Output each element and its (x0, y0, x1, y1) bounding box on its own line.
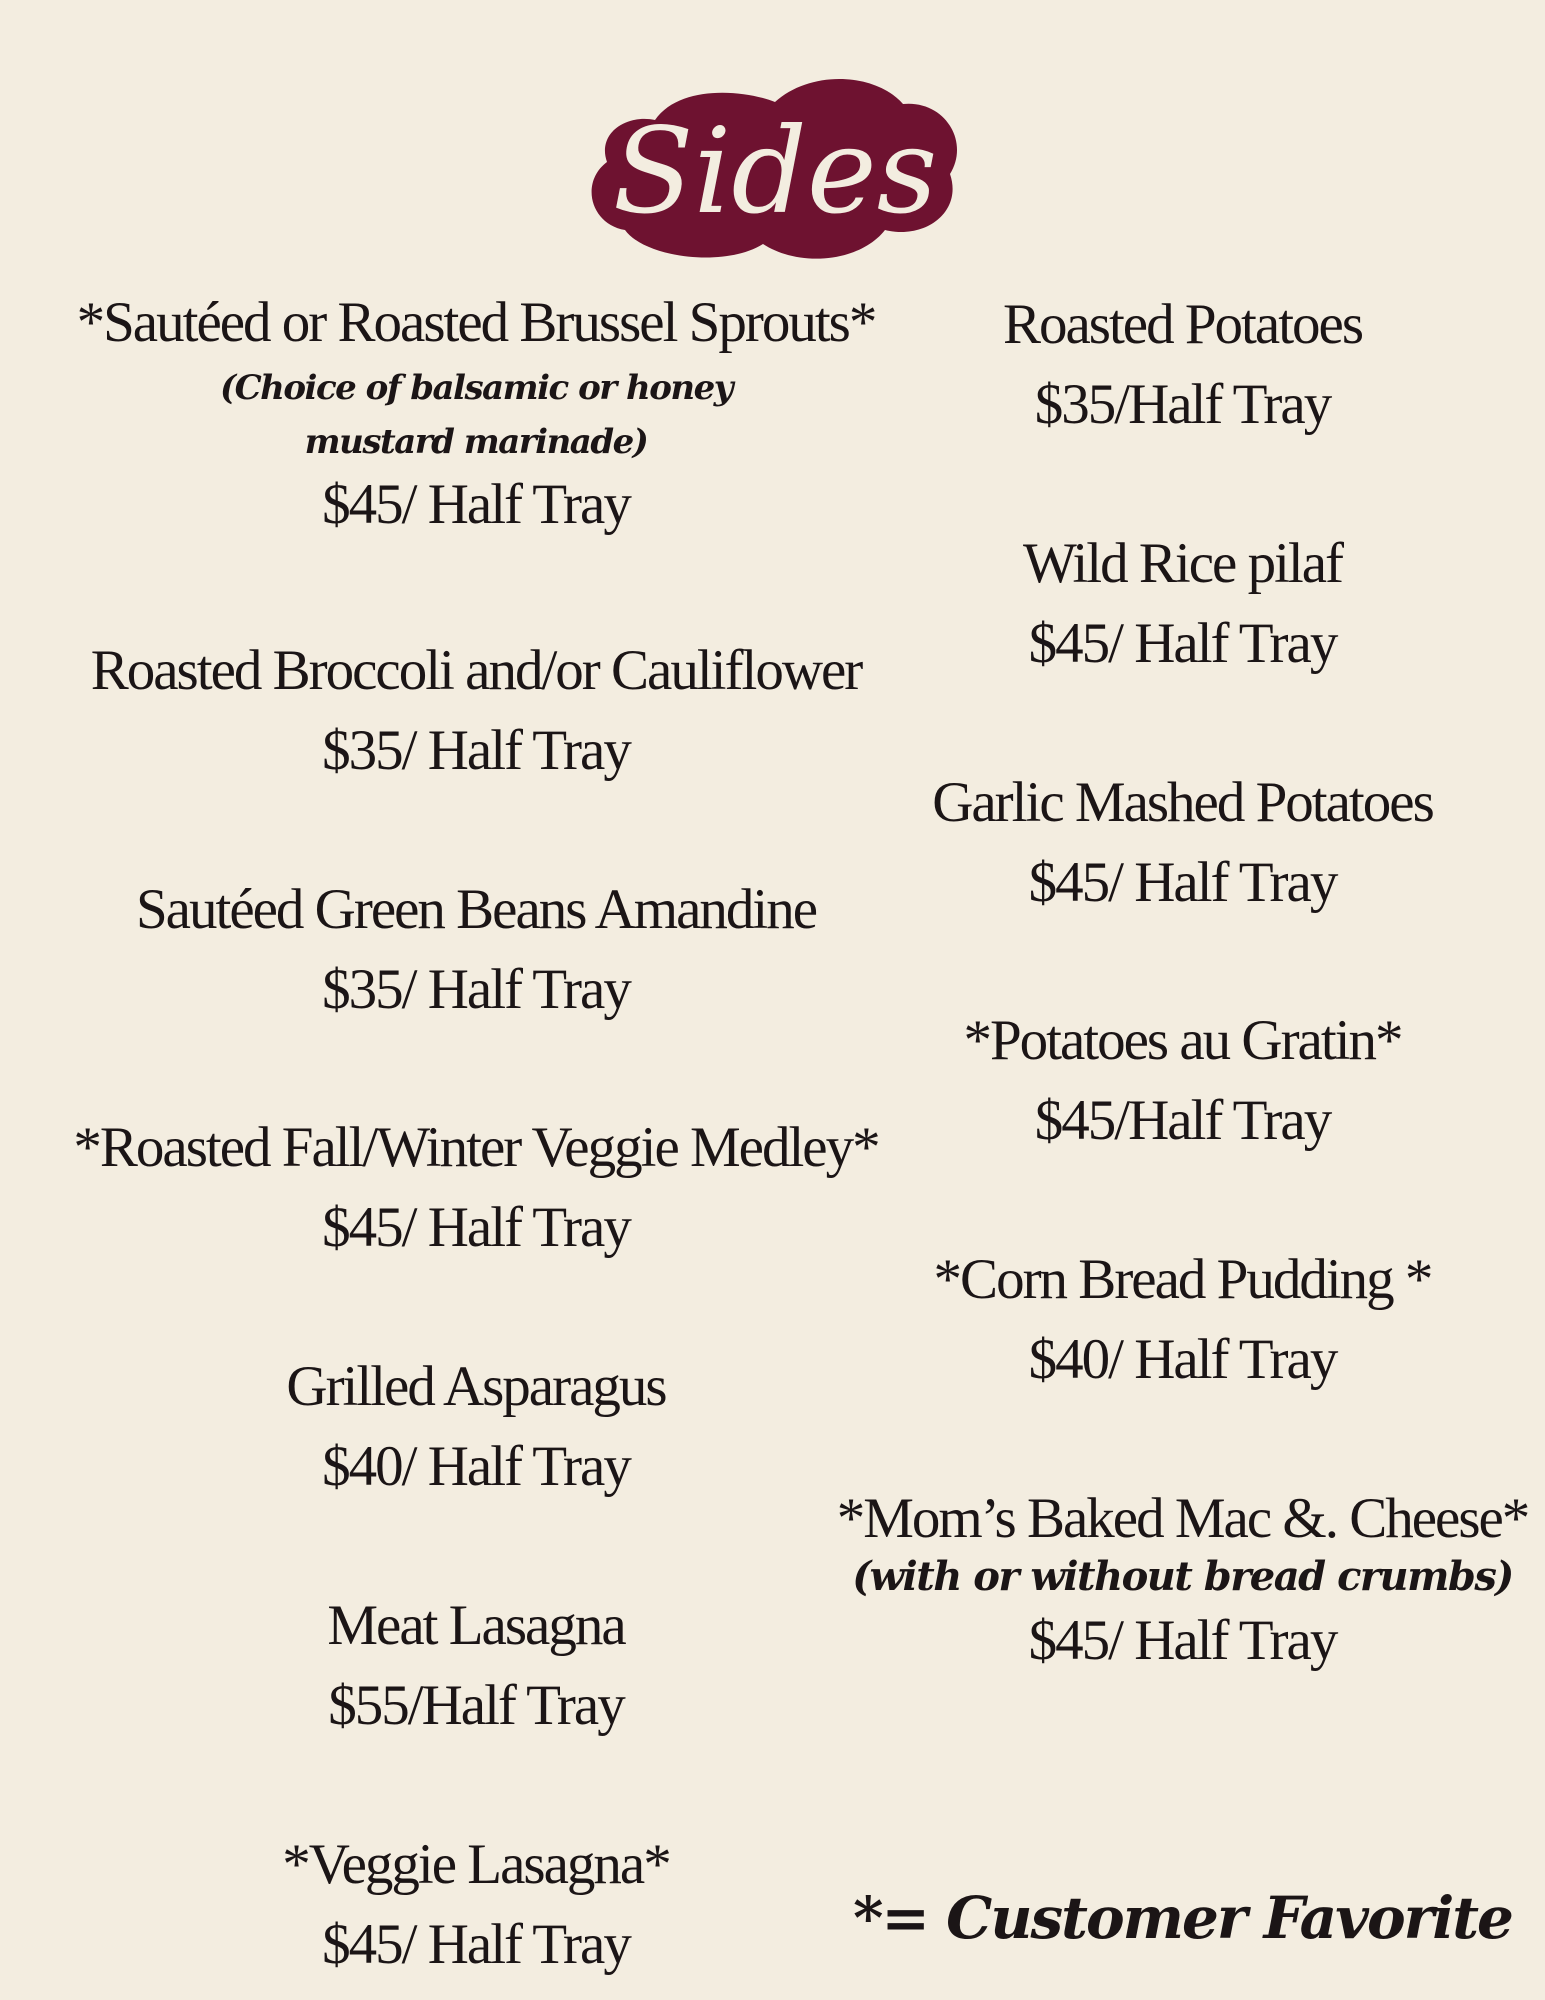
menu-item-garlic-mashed-potatoes (820, 763, 1545, 923)
sides-logo (585, 62, 965, 267)
item-price: $40/ Half Tray (322, 1435, 630, 1498)
menu-item-corn-bread-pudding (820, 1240, 1545, 1400)
item-price: $45/ Half Tray (322, 1196, 630, 1259)
item-price: $45/ Half Tray (1028, 1609, 1337, 1672)
item-name: *Mom’s Baked Mac &. Cheese* (836, 1487, 1529, 1550)
menu-item-veggie-medley (20, 1108, 932, 1268)
item-price: $35/Half Tray (1034, 373, 1331, 436)
item-price: $45/ Half Tray (322, 473, 630, 536)
item-price: $45/Half Tray (1034, 1089, 1331, 1152)
menu-item-roasted-potatoes (820, 285, 1545, 445)
item-price: $45/ Half Tray (322, 1913, 630, 1976)
item-name: Wild Rice pilaf (1022, 532, 1343, 595)
item-name: Grilled Asparagus (286, 1355, 666, 1418)
item-name: *Sautéed or Roasted Brussel Sprouts* (76, 291, 876, 354)
customer-favorite-legend: *= Customer Favorite (853, 1884, 1512, 1952)
item-price: $40/ Half Tray (1028, 1328, 1337, 1391)
item-name: Meat Lasagna (327, 1594, 625, 1657)
menu-item-brussel-sprouts (20, 283, 932, 545)
menu-item-mac-and-cheese (820, 1479, 1545, 1681)
menu-item-veggie-lasagna (20, 1825, 932, 1985)
item-name: *Roasted Fall/Winter Veggie Medley* (73, 1116, 879, 1179)
item-note: mustard marinade) (304, 422, 648, 462)
item-note: (Choice of balsamic or honey (219, 368, 733, 408)
item-name: Roasted Broccoli and/or Cauliflower (90, 639, 862, 702)
item-price: $35/ Half Tray (322, 719, 630, 782)
item-name: *Potatoes au Gratin* (963, 1009, 1402, 1072)
menu-item-potatoes-au-gratin (820, 1001, 1545, 1161)
item-name: Roasted Potatoes (1002, 293, 1363, 356)
item-price: $45/ Half Tray (1028, 612, 1337, 675)
item-price: $55/Half Tray (328, 1674, 624, 1737)
item-name: Sautéed Green Beans Amandine (135, 878, 817, 941)
item-note: (with or without bread crumbs) (852, 1553, 1513, 1600)
menu-item-grilled-asparagus (20, 1347, 932, 1507)
item-name: *Veggie Lasagna* (282, 1833, 670, 1896)
item-name: *Corn Bread Pudding * (933, 1248, 1432, 1311)
menu-item-green-beans (20, 870, 932, 1030)
item-price: $45/ Half Tray (1028, 851, 1337, 914)
item-price: $35/ Half Tray (322, 958, 630, 1021)
menu-item-meat-lasagna (20, 1586, 932, 1746)
logo-title: Sides (612, 102, 938, 240)
item-name: Garlic Mashed Potatoes (932, 771, 1433, 834)
menu-item-wild-rice-pilaf (820, 524, 1545, 684)
menu-item-broccoli-cauliflower (20, 631, 932, 791)
